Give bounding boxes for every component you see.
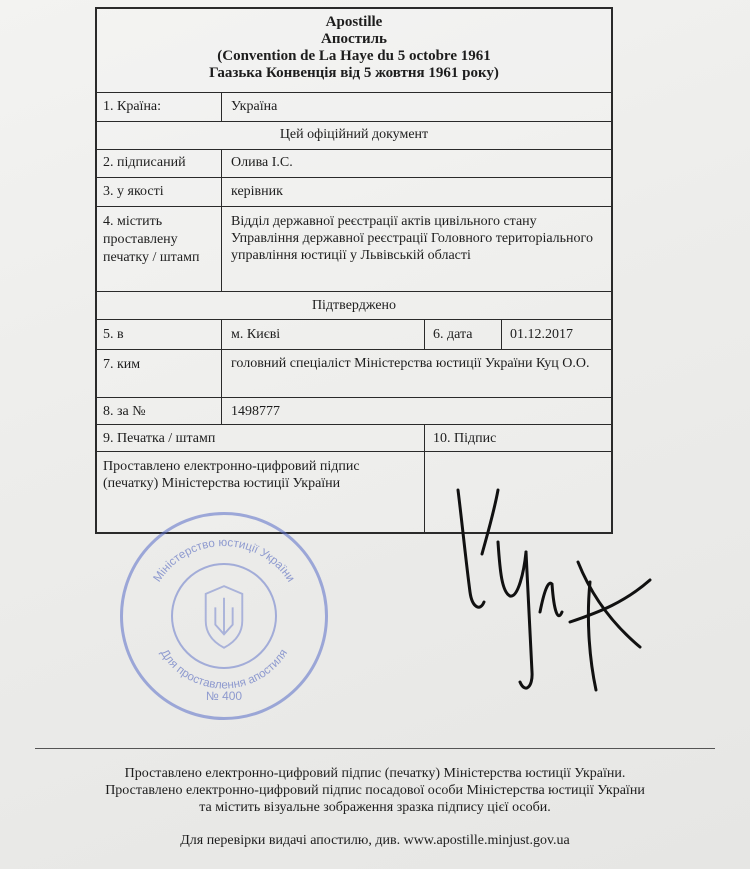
divider bbox=[424, 424, 425, 534]
stamp-top-text: Міністерство юстиції України bbox=[150, 536, 298, 585]
header-convention-fr: (Convention de La Haye du 5 octobre 1961 bbox=[217, 48, 491, 64]
by-value: головний спеціаліст Міністерства юстиції України Куц О.О. bbox=[231, 356, 590, 371]
divider bbox=[97, 206, 611, 207]
divider bbox=[221, 93, 222, 121]
footer-line-2: Проставлено електронно-цифровий підпис посадової особи Міністерства юстиції України bbox=[105, 783, 645, 798]
divider bbox=[97, 149, 611, 150]
seal-label: 4. містить проставлену печатку / штамп bbox=[103, 214, 200, 265]
number-label: 8. за № bbox=[103, 404, 146, 419]
stamp-bottom-text: Для проставлення апостиля bbox=[157, 646, 291, 692]
place-value: м. Києві bbox=[231, 327, 281, 342]
divider bbox=[97, 291, 611, 292]
divider bbox=[97, 397, 611, 398]
divider bbox=[97, 424, 611, 425]
divider bbox=[97, 177, 611, 178]
capacity-value: керівник bbox=[231, 184, 283, 199]
coat-of-arms-icon bbox=[171, 563, 277, 669]
date-label: 6. дата bbox=[433, 327, 473, 342]
divider bbox=[221, 319, 222, 424]
date-value: 01.12.2017 bbox=[510, 327, 573, 342]
divider bbox=[501, 319, 502, 349]
signed-value: Олива І.С. bbox=[231, 155, 293, 170]
divider bbox=[97, 451, 611, 452]
seal-value: Відділ державної реєстрації актів цивільного стану Управління державної реєстрації Головного територіального управління юстиції у Львівській області bbox=[231, 214, 593, 263]
footer-divider bbox=[35, 748, 715, 749]
footer-line-3: та містить візуальне зображення зразка підпису цієї особи. bbox=[199, 800, 551, 815]
signed-label: 2. підписаний bbox=[103, 155, 186, 170]
certified-heading: Підтверджено bbox=[311, 298, 397, 313]
capacity-label: 3. у якості bbox=[103, 184, 164, 199]
footer-verification: Для перевірки видачі апостилю, див. www.apostille.minjust.gov.ua bbox=[180, 833, 570, 848]
number-value: 1498777 bbox=[231, 404, 280, 419]
country-value: Україна bbox=[231, 99, 278, 114]
stamp-number: № 400 bbox=[205, 689, 243, 703]
place-label: 5. в bbox=[103, 327, 124, 342]
official-document-heading: Цей офіційний документ bbox=[279, 127, 429, 142]
divider bbox=[97, 319, 611, 320]
footer-line-1: Проставлено електронно-цифровий підпис (печатку) Міністерства юстиції України. bbox=[124, 766, 626, 781]
signature-label: 10. Підпис bbox=[433, 431, 497, 446]
divider bbox=[97, 349, 611, 350]
header-title-ua: Апостиль bbox=[321, 31, 387, 47]
divider bbox=[424, 319, 425, 349]
apostille-header bbox=[97, 9, 611, 93]
by-label: 7. ким bbox=[103, 357, 141, 372]
divider bbox=[97, 121, 611, 122]
header-title-fr: Apostille bbox=[325, 14, 383, 30]
ministry-stamp bbox=[120, 512, 328, 720]
handwritten-signature bbox=[440, 462, 680, 702]
header-convention-ua: Гаазька Конвенція від 5 жовтня 1961 року) bbox=[209, 65, 499, 81]
stamp-value: Проставлено електронно-цифровий підпис (печатку) Міністерства юстиції України bbox=[103, 459, 360, 491]
stamp-label: 9. Печатка / штамп bbox=[103, 431, 216, 446]
apostille-form bbox=[95, 7, 613, 534]
divider bbox=[221, 149, 222, 291]
country-label: 1. Країна: bbox=[103, 99, 162, 114]
